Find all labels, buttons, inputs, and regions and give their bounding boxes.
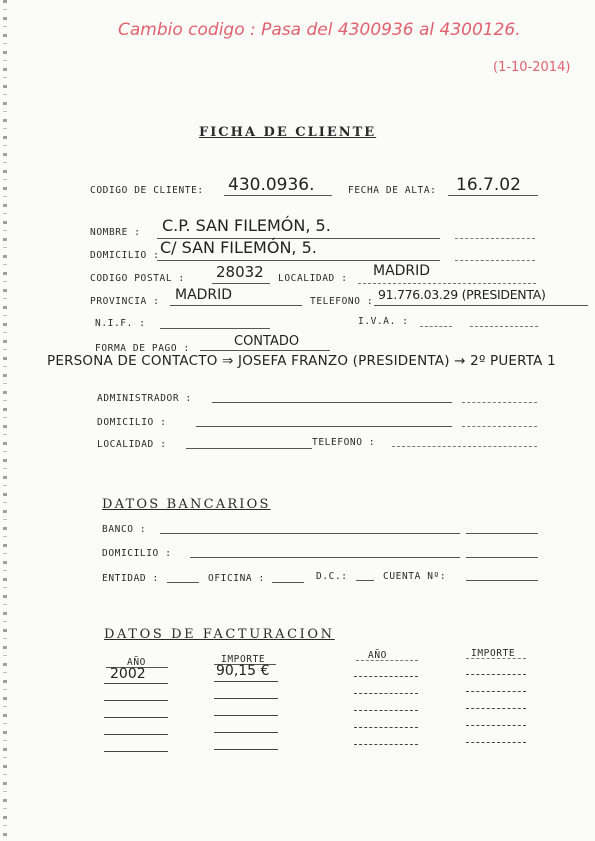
administrador-line-2: [462, 402, 537, 403]
banco-label: BANCO :: [102, 524, 147, 535]
banco-domicilio-line: [190, 557, 460, 558]
row1-importe: 90,15 €: [216, 663, 270, 679]
telefono-line: [374, 305, 588, 306]
provincia-label: PROVINCIA :: [90, 296, 160, 307]
admin-telefono-line: [392, 446, 537, 447]
banco-line-2: [466, 533, 538, 534]
annotation-note: Cambio codigo : Pasa del 4300936 al 4300126.: [118, 20, 521, 40]
col-ano-2: AÑO: [368, 650, 387, 661]
facturacion-title: DATOS DE FACTURACION: [104, 627, 335, 642]
nombre-label: NOMBRE :: [90, 227, 141, 238]
fecha-line: [448, 195, 538, 196]
provincia-value: MADRID: [175, 287, 233, 303]
col-ano-1: AÑO: [127, 657, 146, 668]
fecha-value: 16.7.02: [456, 175, 521, 195]
entidad-label: ENTIDAD :: [102, 573, 159, 584]
iva-line-2: [470, 326, 538, 327]
localidad-label: LOCALIDAD :: [278, 273, 348, 284]
admin-domicilio-label: DOMICILIO :: [97, 417, 167, 428]
provincia-line: [170, 305, 302, 306]
col-ano-2-rule: [356, 660, 418, 661]
forma-pago-line: [200, 350, 330, 351]
domicilio-label: DOMICILIO :: [90, 250, 160, 261]
cuenta-label: CUENTA Nº:: [383, 571, 447, 582]
banco-domicilio-line-2: [466, 557, 538, 558]
banco-line: [160, 533, 460, 534]
col-importe-2: IMPORTE: [471, 648, 516, 659]
cuenta-line: [466, 580, 538, 581]
fecha-label: FECHA DE ALTA:: [348, 185, 437, 196]
dc-line: [356, 580, 374, 581]
entidad-line: [167, 582, 199, 583]
admin-localidad-label: LOCALIDAD :: [97, 439, 167, 450]
cp-line: [212, 283, 270, 284]
domicilio-line: [157, 260, 440, 261]
col-importe-1: IMPORTE: [221, 654, 266, 665]
admin-domicilio-line: [196, 426, 452, 427]
nombre-value: C.P. SAN FILEMÓN, 5.: [162, 216, 331, 235]
annotation-date: (1-10-2014): [493, 60, 571, 75]
domicilio-value: C/ SAN FILEMÓN, 5.: [160, 238, 317, 257]
nif-label: N.I.F. :: [95, 318, 146, 329]
administrador-label: ADMINISTRADOR :: [97, 393, 192, 404]
cp-value: 28032: [216, 263, 264, 281]
dc-label: D.C.:: [316, 571, 348, 582]
forma-pago-label: FORMA DE PAGO :: [95, 343, 190, 354]
administrador-line: [212, 402, 452, 403]
page-title: FICHA DE CLIENTE: [199, 125, 377, 140]
telefono-value: 91.776.03.29 (PRESIDENTA): [378, 287, 546, 302]
iva-line: [420, 326, 452, 327]
oficina-line: [272, 582, 304, 583]
codigo-label: CODIGO DE CLIENTE:: [90, 185, 204, 196]
nombre-line-2: [455, 238, 535, 239]
scan-edge: [3, 0, 7, 841]
domicilio-line-2: [455, 260, 535, 261]
oficina-label: OFICINA :: [208, 573, 265, 584]
nif-line: [160, 328, 270, 329]
bancarios-title: DATOS BANCARIOS: [102, 497, 271, 512]
localidad-line: [358, 283, 536, 284]
forma-pago-value: CONTADO: [234, 334, 300, 349]
codigo-value: 430.0936.: [228, 175, 315, 195]
contact-note: PERSONA DE CONTACTO ⇒ JOSEFA FRANZO (PRESIDENTA) → 2º PUERTA 1: [47, 353, 556, 369]
telefono-label: TELEFONO :: [310, 296, 374, 307]
cp-label: CODIGO POSTAL :: [90, 273, 185, 284]
col-importe-2-rule: [466, 658, 526, 659]
admin-localidad-line: [186, 448, 312, 449]
iva-label: I.V.A. :: [358, 316, 409, 327]
localidad-value: MADRID: [373, 263, 431, 279]
admin-telefono-label: TELEFONO :: [312, 437, 376, 448]
row1-ano: 2002: [110, 666, 146, 682]
banco-domicilio-label: DOMICILIO :: [102, 548, 172, 559]
codigo-line: [224, 195, 332, 196]
admin-domicilio-line-2: [462, 426, 537, 427]
